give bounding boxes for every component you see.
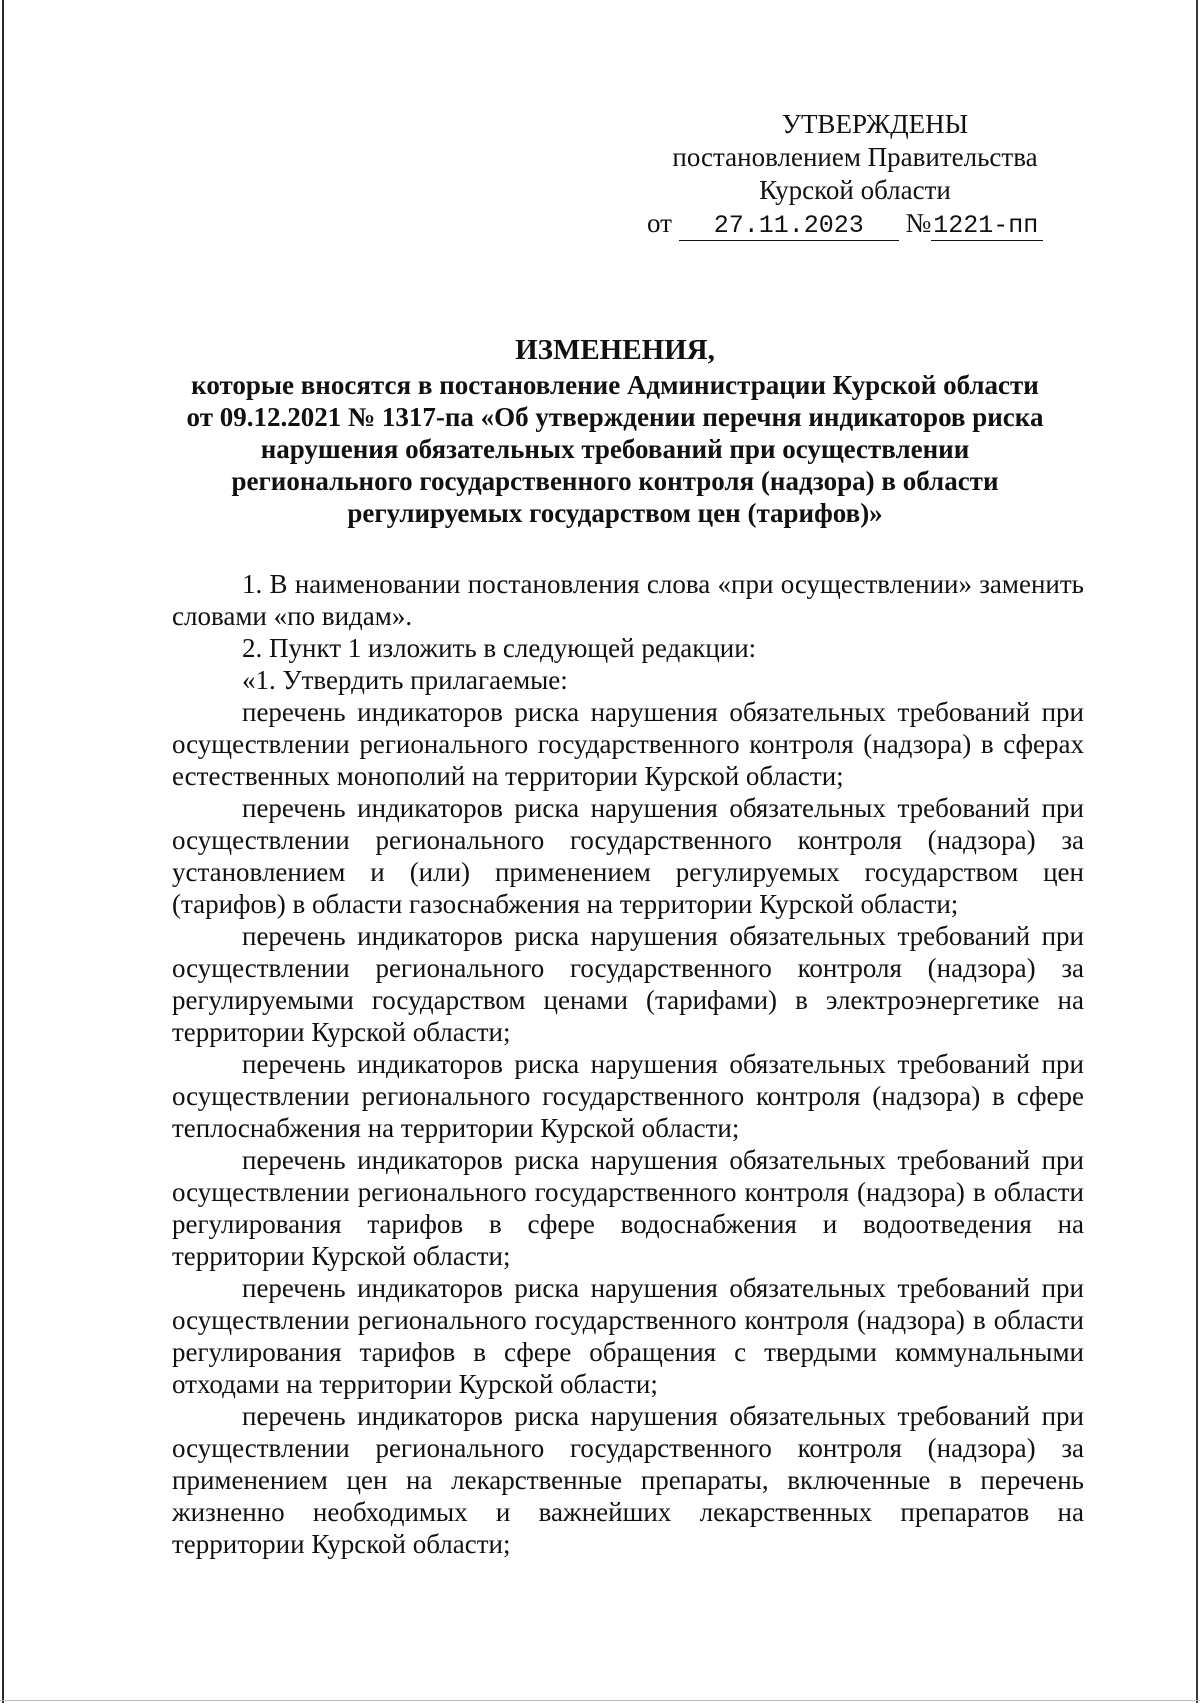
title-line: от 09.12.2021 № 1317-па «Об утверждении перечня индикаторов риска <box>186 402 1044 432</box>
title-main: ИЗМЕНЕНИЯ, <box>515 334 715 366</box>
paragraph: перечень индикаторов риска нарушения обязательных требований при осуществлении регионального государственного контроля (надзора) в области регулирования тарифов в сфере обращения с твердыми коммунальными отходами на территории Курской области; <box>172 1273 1084 1399</box>
paragraph: перечень индикаторов риска нарушения обязательных требований при осуществлении регионального государственного контроля (надзора) в области регулирования тарифов в сфере водоснабжения и водоотведения на территории Курской области; <box>172 1145 1084 1271</box>
paragraph: перечень индикаторов риска нарушения обязательных требований при осуществлении регионального государственного контроля (надзора) в сфере теплоснабжения на территории Курской области; <box>172 1049 1084 1143</box>
document-body <box>172 568 1084 1560</box>
approval-heading: УТВЕРЖДЕНЫ <box>781 109 969 139</box>
title-line: нарушения обязательных требований при осуществлении <box>260 434 970 464</box>
approval-from-label: от <box>647 208 672 238</box>
approval-number: 1221-пп <box>931 212 1043 241</box>
paragraph: 1. В наименовании постановления слова «при осуществлении» заменить словами «по видам». <box>172 569 1084 631</box>
approval-block <box>647 108 1075 241</box>
approval-line-1: постановлением Правительства <box>672 142 1038 172</box>
approval-date: 27.11.2023 <box>679 212 899 241</box>
approval-line-2: Курской области <box>759 175 951 205</box>
paragraph: «1. Утвердить прилагаемые: <box>242 665 568 695</box>
scan-edge-right <box>1196 0 1198 1703</box>
paragraph: перечень индикаторов риска нарушения обязательных требований при осуществлении регионального государственного контроля (надзора) за установлением и (или) применением регулируемых государством цен (тарифов) в области газоснабжения на территории Курской области; <box>172 793 1084 919</box>
document-title <box>150 334 1080 529</box>
paragraph: перечень индикаторов риска нарушения обязательных требований при осуществлении регионального государственного контроля (надзора) в сферах естественных монополий на территории Курской области; <box>172 697 1084 791</box>
title-line: которые вносятся в постановление Администрации Курской области <box>191 370 1039 400</box>
scan-edge-left <box>2 0 4 1703</box>
title-line: регионального государственного контроля (надзора) в области <box>231 466 999 496</box>
paragraph: перечень индикаторов риска нарушения обязательных требований при осуществлении регионального государственного контроля (надзора) за применением цен на лекарственные препараты, включенные в перечень жизненно необходимых и важнейших лекарственных препаратов на территории Курской области; <box>172 1401 1084 1559</box>
approval-reference <box>647 207 1075 241</box>
paragraph: 2. Пункт 1 изложить в следующей редакции: <box>242 633 757 663</box>
approval-number-label: № <box>905 208 932 238</box>
title-line: регулируемых государством цен (тарифов)» <box>347 498 883 528</box>
scan-edge-bottom <box>0 1700 1200 1701</box>
paragraph: перечень индикаторов риска нарушения обязательных требований при осуществлении регионального государственного контроля (надзора) за регулируемыми государством ценами (тарифами) в электроэнергетике на территории Курской области; <box>172 921 1084 1047</box>
